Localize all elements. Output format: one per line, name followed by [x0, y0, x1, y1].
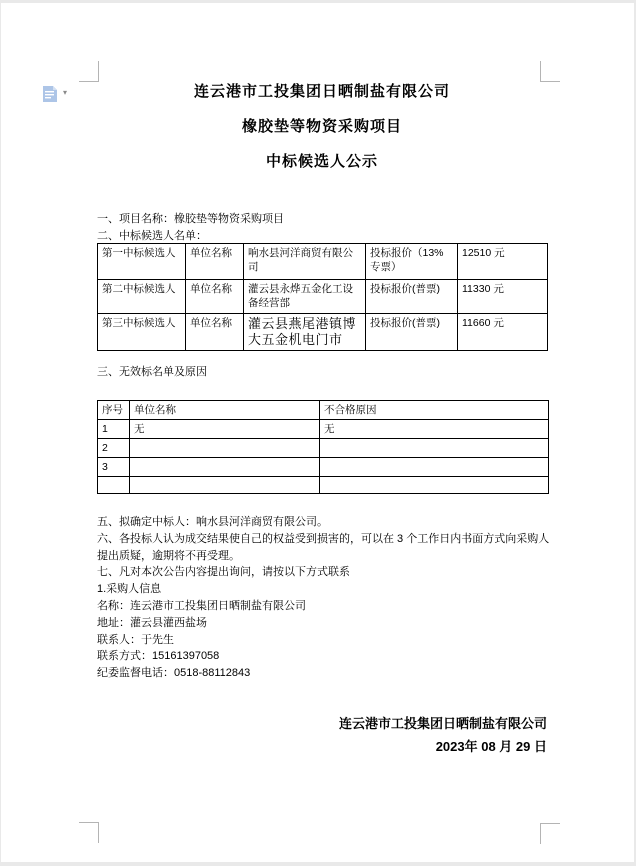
table-row: [98, 280, 548, 314]
col-header-reason: 不合格原因: [320, 401, 549, 420]
candidates-table: [97, 243, 548, 351]
contact-phone-line: 联系方式：15161397058: [97, 650, 220, 663]
section-7-contact-heading: 七、凡对本次公告内容提出询问，请按以下方式联系: [97, 566, 350, 579]
signature-company: 连云港市工投集团日晒制盐有限公司: [338, 716, 547, 731]
bid-price-value: 11660 元: [458, 314, 548, 351]
purchaser-info-heading: 1.采购人信息: [97, 583, 162, 596]
section-5-winner: 五、拟确定中标人：响水县河洋商贸有限公司。: [97, 516, 328, 528]
section-2-candidates-heading: 二、中标候选人名单：: [97, 230, 207, 242]
table-row: [98, 314, 548, 351]
crop-mark-top-left: [79, 61, 99, 82]
row-index: 1: [98, 420, 130, 439]
title-announcement: 中标候选人公示: [265, 153, 378, 170]
margin-options-widget[interactable]: [42, 84, 76, 106]
contact-name-line: 名称：连云港市工投集团日晒制盐有限公司: [97, 599, 306, 612]
bid-price-value: 11330 元: [458, 280, 548, 314]
table-row: [98, 458, 549, 477]
document-title-block: [97, 84, 547, 189]
signature-date: 2023年 08 月 29 日: [435, 739, 547, 754]
unit-name-label: 单位名称: [186, 244, 244, 280]
intro-paragraphs: [97, 211, 549, 245]
col-header-index: 序号: [98, 401, 130, 420]
candidate-rank: 第三中标候选人: [98, 314, 186, 351]
section-3-invalid-bids-heading: 三、无效标名单及原因: [97, 366, 207, 378]
row-index: 3: [98, 458, 130, 477]
bid-price-value: 12510 元: [458, 244, 548, 280]
word-page: [1, 3, 634, 862]
table-header-row: [98, 401, 549, 420]
section-1-project-name: 一、项目名称：橡胶垫等物资采购项目: [97, 213, 284, 225]
candidate-company: 灌云县燕尾港镇博大五金机电门市: [244, 314, 366, 351]
row-unit: [130, 439, 320, 458]
crop-mark-bottom-right: [540, 823, 560, 844]
title-project: 橡胶垫等物资采购项目: [241, 118, 402, 135]
row-reason: 无: [320, 420, 549, 439]
table-row: [98, 244, 548, 280]
row-unit: [130, 477, 320, 494]
table-row: [98, 477, 549, 494]
candidate-company: 灌云县永烨五金化工设备经营部: [244, 280, 366, 314]
bid-price-label: 投标报价（13%专票）: [366, 244, 458, 280]
row-unit: [130, 458, 320, 477]
document-icon[interactable]: [42, 84, 59, 109]
candidate-rank: 第一中标候选人: [98, 244, 186, 280]
section-6-objection: 六、各投标人认为成交结果使自己的权益受到损害的，可以在 3 个工作日内书面方式向采购人提出质疑，逾期将不再受理。: [97, 532, 550, 562]
contact-address-line: 地址：灌云县灌西盐场: [97, 616, 207, 629]
contact-person-line: 联系人：于先生: [97, 633, 174, 646]
dropdown-arrow-icon[interactable]: ▾: [63, 88, 68, 97]
invalid-bids-table: [97, 400, 549, 494]
bid-price-label: 投标报价(普票): [366, 314, 458, 351]
row-reason: [320, 458, 549, 477]
crop-mark-top-right: [540, 61, 560, 82]
signature-block: [97, 712, 547, 758]
row-unit: 无: [130, 420, 320, 439]
unit-name-label: 单位名称: [186, 280, 244, 314]
bid-price-label: 投标报价(普票): [366, 280, 458, 314]
supervision-phone-line: 纪委监督电话：0518-88112843: [97, 667, 251, 680]
crop-mark-bottom-left: [79, 822, 99, 843]
table-row: [98, 420, 549, 439]
row-index: 2: [98, 439, 130, 458]
row-reason: [320, 439, 549, 458]
row-reason: [320, 477, 549, 494]
title-company: 连云港市工投集团日晒制盐有限公司: [193, 83, 450, 100]
col-header-unit: 单位名称: [130, 401, 320, 420]
unit-name-label: 单位名称: [186, 314, 244, 351]
row-index: [98, 477, 130, 494]
candidate-company: 响水县河洋商贸有限公司: [244, 244, 366, 280]
body-paragraphs: [97, 514, 550, 682]
candidate-rank: 第二中标候选人: [98, 280, 186, 314]
table-row: [98, 439, 549, 458]
